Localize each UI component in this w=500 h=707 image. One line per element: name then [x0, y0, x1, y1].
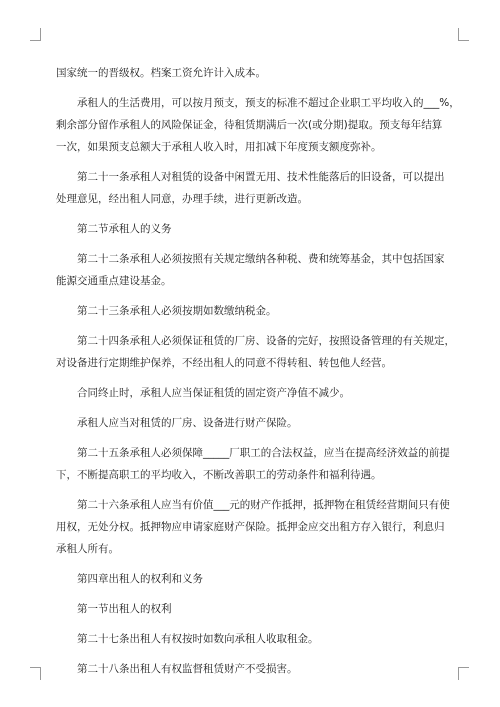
text-line: 第二十八条出租人有权监督租赁财产不受损害。 [77, 663, 298, 675]
section-heading: 第一节出租人的权利 [77, 603, 172, 615]
text-line: 能源交通重点建设基金。 [56, 275, 172, 287]
text-line: 第二十一条承租人对租赁的设备中闲置无用、技术性能落后的旧设备，可以提出 [77, 171, 445, 183]
text-line: 第二十二条承租人必须按照有关规定缴纳各种税、费和统筹基金，其中包括国家 [77, 253, 445, 265]
text-line: 第二十四条承租人必须保证租赁的厂房、设备的完好，按照设备管理的有关规定， [77, 335, 455, 347]
crop-mark-bottom-left [30, 667, 41, 680]
text-line: 对设备进行定期维护保养，不经出租人的同意不得转租、转包他人经营。 [56, 357, 392, 369]
text-line: 剩余部分留作承租人的风险保证金，待租赁期满后一次(或分期)提取。预支每年结算 [56, 119, 443, 131]
text-line: 一次，如果预支总额大于承租人收入时，用扣减下年度预支额度弥补。 [56, 141, 382, 153]
crop-mark-top-left [30, 28, 41, 41]
chapter-heading: 第四章出租人的权利和义务 [77, 573, 203, 585]
text-line: 承租人所有。 [56, 543, 119, 555]
text-line: 承租人的生活费用，可以按月预支，预支的标准不超过企业职工平均收入的___%， [77, 97, 460, 109]
text-line: 用权，无处分权。抵押物应申请家庭财产保险。抵押金应交出租方存入银行，利息归 [56, 521, 445, 533]
text-line: 第二十七条出租人有权按时如数向承租人收取租金。 [77, 633, 319, 645]
crop-mark-bottom-right [458, 667, 469, 680]
text-line: 国家统一的晋级权。档案工资允许计入成本。 [56, 67, 266, 79]
text-line: 第二十五条承租人必须保障_____厂职工的合法权益，应当在提高经济效益的前提 [77, 447, 450, 459]
text-line: 第二十三条承租人必须按期如数缴纳税金。 [77, 305, 277, 317]
text-line: 承租人应当对租赁的厂房、设备进行财产保险。 [77, 417, 298, 429]
text-line: 合同终止时，承租人应当保证租赁的固定资产净值不减少。 [77, 387, 350, 399]
crop-mark-top-right [458, 28, 469, 41]
section-heading: 第二节承租人的义务 [77, 223, 172, 235]
text-line: 下，不断提高职工的平均收入，不断改善职工的劳动条件和福利待遇。 [56, 469, 382, 481]
text-line: 第二十六条承租人应当有价值___元的财产作抵押，抵押物在租赁经营期间只有使 [77, 499, 450, 511]
text-line: 处理意见，经出租人同意，办理手续，进行更新改造。 [56, 193, 308, 205]
